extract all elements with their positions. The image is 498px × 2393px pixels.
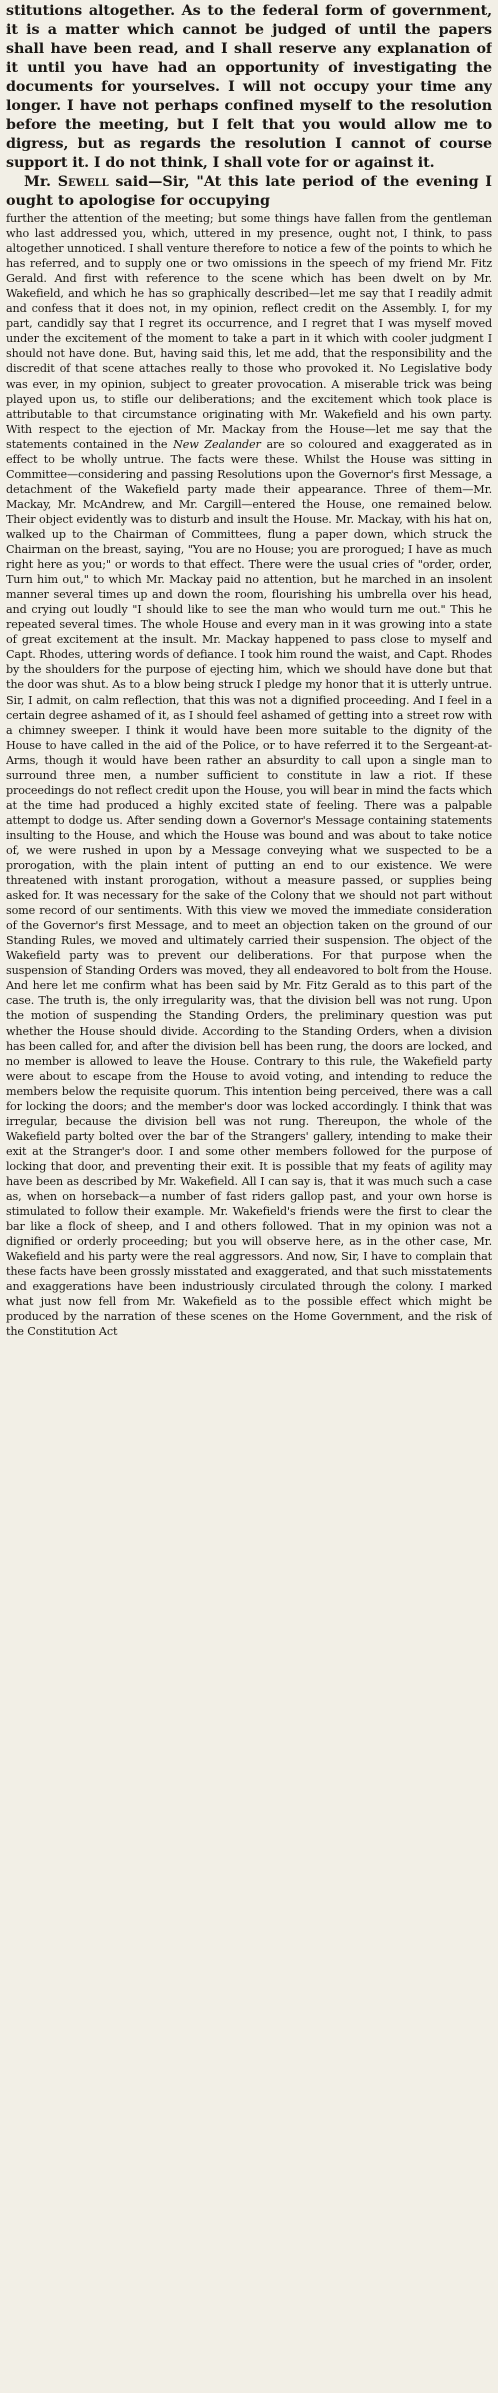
speaker-title: Mr. [24,174,52,190]
speech-text-1: further the attention of the meeting; but some things have fallen from the gentleman who last addressed you, which, uttered in my presence, ought not, I think, to pass altogether unnoticed. I shall venture therefore to notice a few of the points to which he has referred, and to supply one or two omissions in the speech of my friend Mr. Fitz Gerald. And first with reference to the scene which has been dwelt on by Mr. Wakefield, and which he has so graphically described—let me say that I readily admit and confess that it does not, in my opinion, reflect credit on the Assembly. I, for my part, candidly say that I regret its occurrence, and I regret that I was myself moved under the excitement of the moment to take a part in it which with cooler judgment I should not have done. But, having said this, let me add, that the responsibility and the discredit of that scene attaches really to those who provoked it. No Legislative body was ever, in my opinion, subject to greater provocation. A miserable trick was being played upon us, to stifle our deliberations; and the excitement which took place is attributable to that circumstance originating with Mr. Wakefield and his own party. With respect to the ejection of Mr. Mackay from the House—let me say that the statements contained in the [6,212,492,451]
lead-paragraph-block [6,2,492,173]
speech-body [6,211,492,1340]
newspaper-name: New Zealander [173,437,261,451]
newspaper-column [6,2,492,2391]
lead-paragraph: stitutions altogether. As to the federal form of government, it is a matter which cannot be judged of until the papers shall have been read, and I shall reserve any explanation of it until you have had an opportunity of investigating the documents for yourselves. I will not occupy your time any longer. I have not perhaps confined myself to the resolution before the meeting, but I felt that you would allow me to digress, but as regards the resolution I cannot of course support it. I do not think, I shall vote for or against it. [6,3,492,171]
speech-paragraph [6,211,492,1340]
speaker-said: said—Sir, "At this late period of the evening I ought to apologise for occupying [6,174,492,209]
speaker-name: Sewell [57,174,109,190]
speech-text-2: are so coloured and exaggerated as in effect to be wholly untrue. The facts were these. Whilst the House was sitting in Committee—considering and passing Resolutions upon the Governor's first Message, a detachment of the Wakefield party made their appearance. Three of them—Mr. Mackay, Mr. McAndrew, and Mr. Cargill—entered the House, one remained below. Their object evidently was to disturb and insult the House. Mr. Mackay, with his hat on, walked up to the Chairman of Committees, flung a paper down, which struck the Chairman on the breast, saying, "You are no House; you are prorogued; I have as much right here as you;" or words to that effect. There were the usual cries of "order, order, Turn him out," to which Mr. Mackay paid no attention, but he marched in an insolent manner several times up and down the room, flourishing his umbrella over his head, and crying out loudly "I should like to see the man who would turn me out." This he repeated several times. The whole House and every man in it was growing into a state of great excitement at the insult. Mr. Mackay happened to pass close to myself and Capt. Rhodes, uttering words of defiance. I took him round the waist, and Capt. Rhodes by the shoulders for the purpose of ejecting him, which we should have done but that the door was shut. As to a blow being struck I pledge my honor that it is utterly untrue. Sir, I admit, on calm reflection, that this was not a dignified proceeding. And I feel in a certain degree ashamed of it, as I should feel ashamed of getting into a street row with a chimney sweeper. I think it would have been more suitable to the dignity of the House to have called in the aid of the Police, or to have referred it to the Sergeant-at-Arms, though it would have been rather an absurdity to call upon a single man to surround three men, a number sufficient to constitute in law a riot. If these proceedings do not reflect credit upon the House, you will bear in mind the facts which at the time had produced a highly excited state of feeling. There was a palpable attempt to dodge us. After sending down a Governor's Message containing statements insulting to the House, and which the House was bound and was about to take notice of, we were rushed in upon by a Message conveying what we suspected to be a prorogation, with the plain intent of putting an end to our existence. We were threatened with instant prorogation, without a measure passed, or supplies being asked for. It was necessary for the sake of the Colony that we should not part without some record of our sentiments. With this view we moved the immediate consideration of the Governor's first Message, and to meet an objection taken on the ground of our Standing Rules, we moved and ultimately carried their suspension. The object of the Wakefield party was to prevent our deliberations. For that purpose when the suspension of Standing Orders was moved, they all endeavored to bolt from the House. And here let me confirm what has been said by Mr. Fitz Gerald as to this part of the case. The truth is, the only irregularity was, that the division bell was not rung. Upon the motion of suspending the Standing Orders, the preliminary question was put whether the House should divide. According to the Standing Orders, when a division has been called for, and after the division bell has been rung, the doors are locked, and no member is allowed to leave the House. Contrary to this rule, the Wakefield party were about to escape from the House to avoid voting, and intending to reduce the members below the requisite quorum. This intention being perceived, there was a call for locking the doors; and the member's door was locked accordingly. I think that was irregular, because the division bell was not rung. Thereupon, the whole of the Wakefield party bolted over the bar of the Strangers' gallery, intending to make their exit at the Stranger's door. I and some other members followed for the purpose of locking that door, and preventing their exit. It is possible that my feats of agility may have been as described by Mr. Wakefield. All I can say is, that it was much such a case as, when on horseback—a number of fast riders gallop past, and your own horse is stimulated to follow their example. Mr. Wakefield's friends were the first to clear the bar like a flock of sheep, and I and others followed. That in my opinion was not a dignified or orderly proceeding; but you will observe here, as in the other case, Mr. Wakefield and his party were the real aggressors. And now, Sir, I have to complain that these facts have been grossly misstated and exaggerated, and that such misstatements and exaggerations have been industriously circulated through the colony. I marked what just now fell from Mr. Wakefield as to the possible effect which might be produced by the narration of these scenes on the Home Government, and the risk of the Constitution Act [6,437,492,1339]
speaker-opening [6,173,492,211]
